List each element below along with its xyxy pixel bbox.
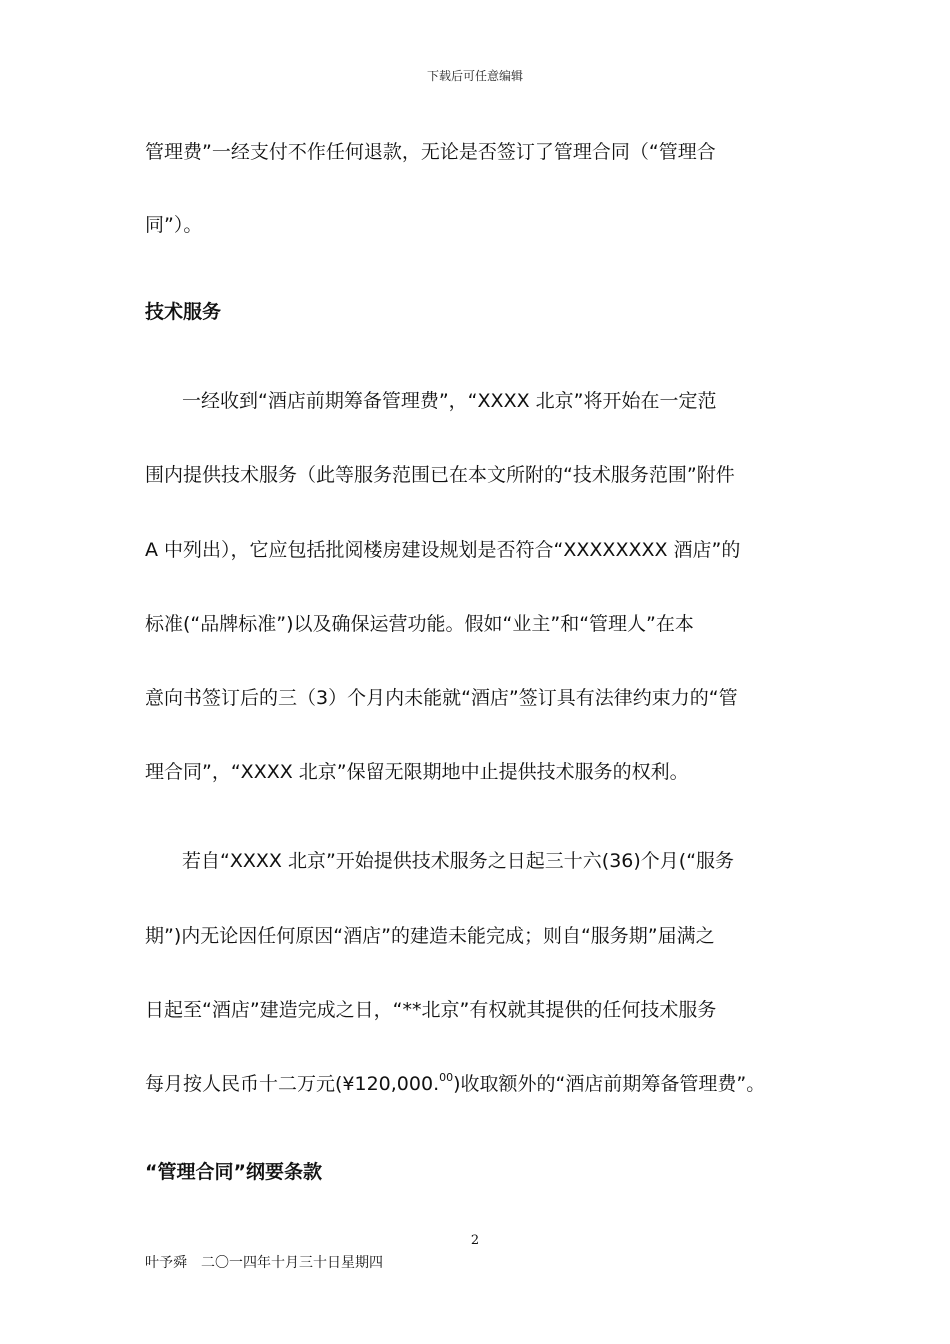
paragraph-line: 日起至“酒店”建造完成之日，“**北京”有权就其提供的任何技术服务 <box>145 999 717 1021</box>
paragraph-line-text: )收取额外的“酒店前期筹备管理费”。 <box>453 1073 766 1095</box>
paragraph-line: 一经收到“酒店前期筹备管理费”，“XXXX 北京”将开始在一定范 <box>182 390 717 412</box>
section-heading-management-contract: “管理合同”纲要条款 <box>145 1161 322 1183</box>
paragraph-line: 意向书签订后的三（3）个月内未能就“酒店”签订具有法律约束力的“管 <box>145 687 738 709</box>
paragraph-line-text: 每月按人民币十二万元(¥120,000. <box>145 1073 440 1095</box>
paragraph-line <box>145 1072 765 1096</box>
header-note: 下载后可任意编辑 <box>426 69 523 83</box>
paragraph-line: 理合同”，“XXXX 北京”保留无限期地中止提供技术服务的权利。 <box>145 761 689 783</box>
paragraph-line: 标准(“品牌标准”)以及确保运营功能。假如“业主”和“管理人”在本 <box>145 613 694 635</box>
paragraph-line: 同”）。 <box>145 214 203 236</box>
superscript-text: 00 <box>439 1070 454 1084</box>
page-number: 2 <box>470 1233 480 1248</box>
section-heading-technical-services: 技术服务 <box>145 301 222 323</box>
paragraph-line: 围内提供技术服务（此等服务范围已在本文所附的“技术服务范围”附件 <box>145 464 735 486</box>
paragraph-line: A 中列出），它应包括批阅楼房建设规划是否符合“XXXXXXXX 酒店”的 <box>145 539 741 561</box>
paragraph-line: 管理费”一经支付不作任何退款，无论是否签订了管理合同（“管理合 <box>145 141 716 163</box>
paragraph-line: 期”)内无论因任何原因“酒店”的建造未能完成；则自“服务期”届满之 <box>145 925 715 947</box>
footer-author-date: 叶予舜 二〇一四年十月三十日星期四 <box>145 1255 383 1271</box>
paragraph-line: 若自“XXXX 北京”开始提供技术服务之日起三十六(36)个月(“服务 <box>182 850 735 872</box>
